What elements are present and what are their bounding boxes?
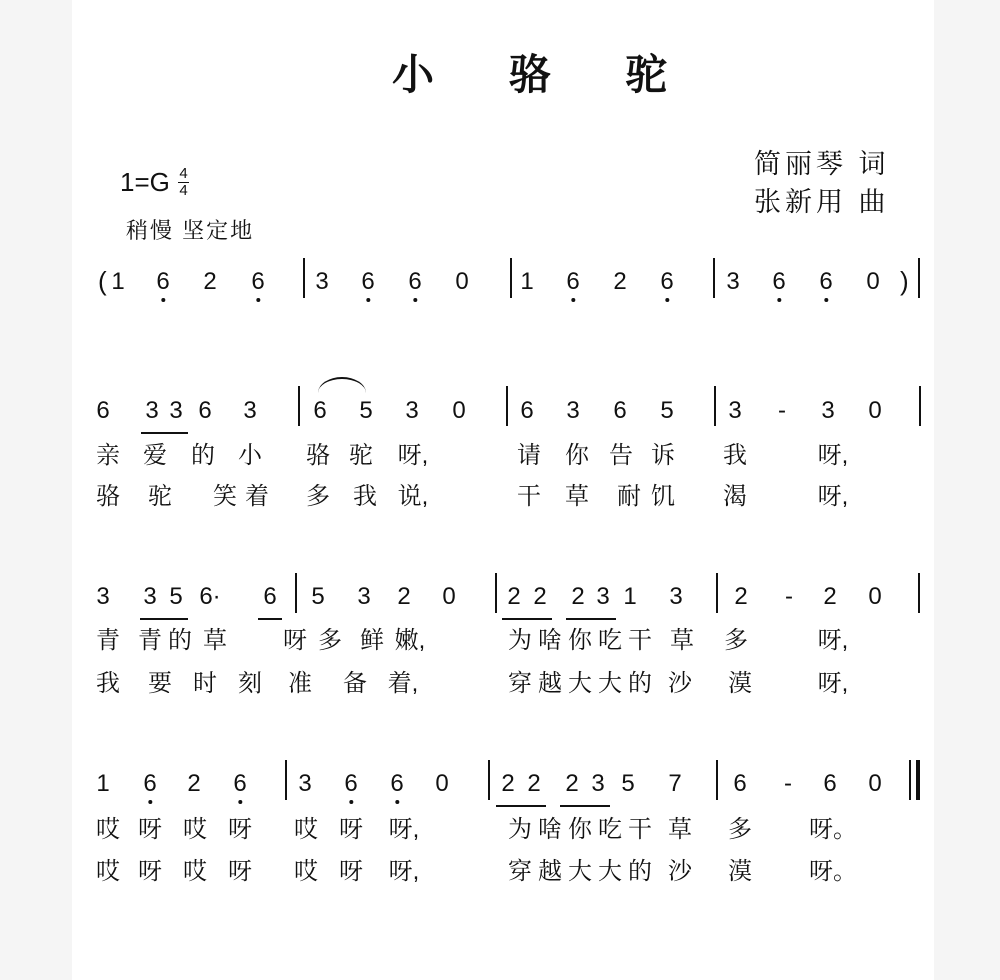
lyric-char: 呀 [138, 858, 162, 885]
bar-line [285, 760, 287, 800]
time-signature [178, 166, 188, 199]
lyric-char: 的 [191, 442, 215, 469]
lyric-char: 诉 [651, 442, 675, 469]
lyric-char: 草 [565, 483, 589, 510]
lyric-char: 小 [238, 442, 262, 469]
lyric-char: 呀, [817, 670, 849, 697]
lyric-char: 的 [628, 670, 652, 697]
note: 6 [96, 397, 110, 424]
note: 5 [169, 583, 183, 610]
lyric-char: 干 [628, 627, 652, 654]
note: 6 [156, 268, 170, 295]
lyric-char: 准 [288, 670, 312, 697]
lyric-char: 草 [670, 627, 694, 654]
note: - [785, 583, 793, 610]
note: 2 [571, 583, 585, 610]
lyric-char: 呀, [388, 858, 420, 885]
lyric-char: 沙 [668, 858, 692, 885]
lyric-char: 呀, [388, 816, 420, 843]
lyric-char: 鲜 [360, 627, 384, 654]
lyric-char: 漠 [728, 858, 752, 885]
lyric-char: 你 [568, 816, 592, 843]
note: 3 [143, 583, 157, 610]
lyric-char: 草 [668, 816, 692, 843]
note: 3 [243, 397, 257, 424]
note: 3 [298, 770, 312, 797]
lyric-char: 大 [598, 858, 622, 885]
note: 2 [187, 770, 201, 797]
note: 6 [313, 397, 327, 424]
note: 6 [390, 770, 404, 797]
lyric-char: 青 [138, 627, 162, 654]
lyric-char: 呀, [397, 442, 429, 469]
bar-line [510, 258, 512, 298]
lyric-char: 饥 [651, 483, 675, 510]
note: 3 [405, 397, 419, 424]
note: 2 [565, 770, 579, 797]
note: 0 [868, 583, 882, 610]
note: 2 [734, 583, 748, 610]
lyric-char: 哎 [183, 816, 207, 843]
lyric-char: 大 [568, 858, 592, 885]
note: 2 [501, 770, 515, 797]
note: 1 [520, 268, 534, 295]
lyric-char: 呀 [138, 816, 162, 843]
key-signature [120, 166, 189, 206]
lyric-char: 请 [517, 442, 541, 469]
note: - [784, 770, 792, 797]
note: 6 [233, 770, 247, 797]
lyric-char: 越 [538, 858, 562, 885]
note: 3 [96, 583, 110, 610]
note: 6 [520, 397, 534, 424]
lyric-char: 哎 [294, 858, 318, 885]
note: 5 [359, 397, 373, 424]
lyric-char: 呀。 [809, 858, 857, 885]
lyric-char: 啥 [538, 627, 562, 654]
note: 1 [111, 268, 125, 295]
beam-underline [141, 432, 188, 434]
lyric-char: 告 [609, 442, 633, 469]
lyric-char: 着 [245, 483, 269, 510]
lyric-char: 呀。 [809, 816, 857, 843]
bar-line [716, 573, 718, 613]
lyric-char: 干 [517, 483, 541, 510]
lyric-char: 干 [628, 816, 652, 843]
lyric-char: 耐 [617, 483, 641, 510]
bar-line [909, 760, 911, 800]
bar-line [488, 760, 490, 800]
right-margin [934, 0, 1000, 980]
lyric-char: 呀, [817, 627, 849, 654]
lyric-char: 为 [508, 627, 532, 654]
note: 3 [169, 397, 183, 424]
note: 2 [527, 770, 541, 797]
note: 6 [361, 268, 375, 295]
lyric-char: 越 [538, 670, 562, 697]
lyric-char: 吃 [598, 627, 622, 654]
note: 3 [728, 397, 742, 424]
note: 0 [452, 397, 466, 424]
bar-line [716, 760, 718, 800]
lyric-char: 穿 [508, 858, 532, 885]
lyric-char: 漠 [728, 670, 752, 697]
beam-underline [566, 618, 616, 620]
note: 6 [408, 268, 422, 295]
note: 2 [823, 583, 837, 610]
beam-underline [560, 805, 610, 807]
note: 6 [733, 770, 747, 797]
lyric-char: 吃 [598, 816, 622, 843]
lyric-char: 笑 [213, 483, 237, 510]
bar-line [918, 573, 920, 613]
lyric-char: 骆 [96, 483, 120, 510]
tempo-marking: 稍慢 坚定地 [126, 218, 255, 243]
note: 3 [145, 397, 159, 424]
note: 1 [96, 770, 110, 797]
lyric-char: 呀 [228, 858, 252, 885]
note: 3 [821, 397, 835, 424]
lyric-char: 为 [508, 816, 532, 843]
note: 7 [668, 770, 682, 797]
lyric-char: 要 [148, 670, 172, 697]
lyric-char: 大 [598, 670, 622, 697]
lyric-char: 青 [96, 627, 120, 654]
note: 3 [566, 397, 580, 424]
note: 6 [613, 397, 627, 424]
note: 6 [198, 397, 212, 424]
note: 3 [726, 268, 740, 295]
note: 0 [442, 583, 456, 610]
lyric-char: 多 [306, 483, 330, 510]
note: 6 [823, 770, 837, 797]
lyric-char: 大 [568, 670, 592, 697]
bar-line [918, 258, 920, 298]
lyric-char: 驼 [148, 483, 172, 510]
bar-line [713, 258, 715, 298]
note: 6 [251, 268, 265, 295]
lyric-char: 呀 [339, 816, 363, 843]
note: 0 [868, 397, 882, 424]
lyric-char: 多 [318, 627, 342, 654]
lyric-char: 草 [203, 627, 227, 654]
lyric-char: 你 [565, 442, 589, 469]
lyricist-credit: 简丽琴 词 [754, 149, 890, 179]
lyric-char: 的 [628, 858, 652, 885]
lyric-char: 呀 [283, 627, 307, 654]
lyric-char: 哎 [294, 816, 318, 843]
note: 6 [819, 268, 833, 295]
song-title: 小 骆 驼 [392, 50, 698, 99]
note: 2 [533, 583, 547, 610]
note: 5 [660, 397, 674, 424]
lyric-char: 沙 [668, 670, 692, 697]
bar-line [495, 573, 497, 613]
lyric-char: 亲 [96, 442, 120, 469]
time-sig-bottom: 4 [179, 182, 188, 199]
note: 3 [669, 583, 683, 610]
lyric-char: 呀, [817, 442, 849, 469]
lyric-char: 你 [568, 627, 592, 654]
note: 6 [263, 583, 277, 610]
lyric-char: 爱 [143, 442, 167, 469]
beam-underline [496, 805, 546, 807]
bar-line [714, 386, 716, 426]
lyric-char: 刻 [238, 670, 262, 697]
note: 2 [397, 583, 411, 610]
lyric-char: 驼 [349, 442, 373, 469]
lyric-char: 着, [387, 670, 419, 697]
lyric-char: 的 [168, 627, 192, 654]
bar-line [916, 760, 920, 800]
lyric-char: 我 [723, 442, 747, 469]
note: 6 [143, 770, 157, 797]
lyric-char: 骆 [306, 442, 330, 469]
time-sig-top: 4 [179, 165, 188, 182]
intro-open-paren: ( [98, 266, 107, 296]
note: - [778, 397, 786, 424]
lyric-char: 穿 [508, 670, 532, 697]
note: 3 [596, 583, 610, 610]
bar-line [298, 386, 300, 426]
lyric-char: 渴 [723, 483, 747, 510]
lyric-char: 哎 [183, 858, 207, 885]
left-margin [0, 0, 72, 980]
beam-underline [502, 618, 552, 620]
note: 2 [613, 268, 627, 295]
note: 2 [507, 583, 521, 610]
note: 3 [315, 268, 329, 295]
note: 3 [357, 583, 371, 610]
intro-close-paren: ) [900, 266, 909, 296]
note: 5 [621, 770, 635, 797]
note: 3 [591, 770, 605, 797]
note: 6· [199, 583, 221, 610]
bar-line [919, 386, 921, 426]
note: 6 [566, 268, 580, 295]
bar-line [295, 573, 297, 613]
lyric-char: 我 [96, 670, 120, 697]
note: 0 [455, 268, 469, 295]
beam-underline [258, 618, 282, 620]
lyric-char: 呀, [817, 483, 849, 510]
lyric-char: 嫩, [394, 627, 426, 654]
lyric-char: 备 [343, 670, 367, 697]
lyric-char: 时 [193, 670, 217, 697]
note: 0 [868, 770, 882, 797]
note: 6 [772, 268, 786, 295]
note: 0 [435, 770, 449, 797]
bar-line [303, 258, 305, 298]
note: 0 [866, 268, 880, 295]
composer-credit: 张新用 曲 [754, 187, 890, 217]
lyric-char: 多 [724, 627, 748, 654]
lyric-char: 多 [728, 816, 752, 843]
note: 6 [660, 268, 674, 295]
note: 1 [623, 583, 637, 610]
lyric-char: 说, [397, 483, 429, 510]
bar-line [506, 386, 508, 426]
lyric-char: 哎 [96, 858, 120, 885]
key-label: 1=G [120, 167, 170, 197]
lyric-char: 啥 [538, 816, 562, 843]
note: 5 [311, 583, 325, 610]
lyric-char: 呀 [339, 858, 363, 885]
lyric-char: 哎 [96, 816, 120, 843]
note: 6 [344, 770, 358, 797]
beam-underline [140, 618, 188, 620]
note: 2 [203, 268, 217, 295]
lyric-char: 我 [353, 483, 377, 510]
lyric-char: 呀 [228, 816, 252, 843]
